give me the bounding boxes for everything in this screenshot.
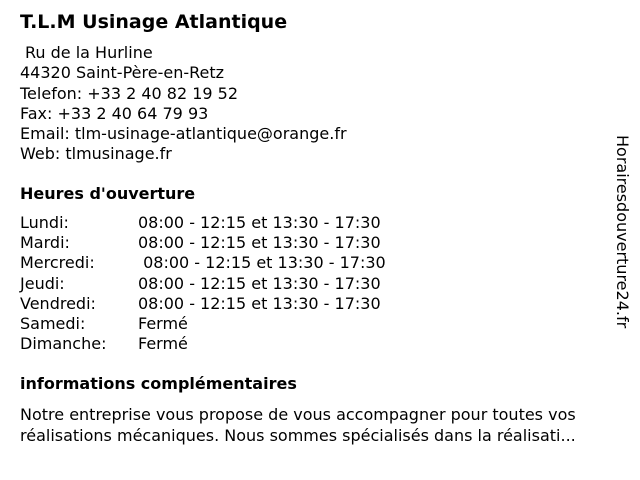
address-street: Ru de la Hurline bbox=[25, 43, 153, 62]
hours-row-tuesday bbox=[20, 233, 440, 253]
day-label: Mardi: bbox=[20, 233, 70, 253]
phone-number: Telefon: +33 2 40 82 19 52 bbox=[20, 83, 239, 103]
day-hours: 08:00 - 12:15 et 13:30 - 17:30 bbox=[138, 273, 381, 293]
business-name: T.L.M Usinage Atlantique bbox=[20, 11, 288, 33]
day-label: Mercredi: bbox=[20, 253, 95, 273]
contact-block bbox=[20, 43, 347, 165]
day-label: Dimanche: bbox=[20, 334, 107, 354]
day-label: Samedi: bbox=[20, 313, 86, 333]
email-address: Email: tlm-usinage-atlantique@orange.fr bbox=[20, 124, 347, 144]
hours-row-monday bbox=[20, 213, 440, 233]
hours-row-wednesday bbox=[20, 253, 440, 273]
day-label: Jeudi: bbox=[20, 273, 65, 293]
hours-row-saturday bbox=[20, 314, 440, 334]
day-hours: 08:00 - 12:15 et 13:30 - 17:30 bbox=[138, 233, 381, 253]
opening-hours-table bbox=[20, 213, 440, 354]
day-hours: 08:00 - 12:15 et 13:30 - 17:30 bbox=[138, 293, 381, 313]
opening-hours-heading: Heures d'ouverture bbox=[20, 184, 196, 203]
additional-info-text bbox=[20, 404, 628, 446]
business-card bbox=[20, 0, 620, 480]
day-hours: 08:00 - 12:15 et 13:30 - 17:30 bbox=[138, 253, 386, 273]
site-watermark: Horairesdouverture24.fr bbox=[613, 135, 632, 329]
website: Web: tlmusinage.fr bbox=[20, 144, 172, 164]
day-label: Lundi: bbox=[20, 213, 69, 232]
address-city: 44320 Saint-Père-en-Retz bbox=[20, 63, 225, 83]
day-label: Vendredi: bbox=[20, 293, 96, 313]
description-line: réalisations mécaniques. Nous sommes spécialisés dans la réalisati... bbox=[20, 426, 576, 445]
additional-info-heading: informations complémentaires bbox=[20, 374, 297, 393]
day-hours: 08:00 - 12:15 et 13:30 - 17:30 bbox=[138, 213, 381, 232]
day-hours: Fermé bbox=[138, 313, 188, 333]
hours-row-friday bbox=[20, 294, 440, 314]
day-hours: Fermé bbox=[138, 334, 188, 354]
description-line: Notre entreprise vous propose de vous accompagner pour toutes vos bbox=[20, 405, 576, 424]
hours-row-thursday bbox=[20, 274, 440, 294]
fax-number: Fax: +33 2 40 64 79 93 bbox=[20, 103, 209, 123]
hours-row-sunday bbox=[20, 334, 440, 354]
